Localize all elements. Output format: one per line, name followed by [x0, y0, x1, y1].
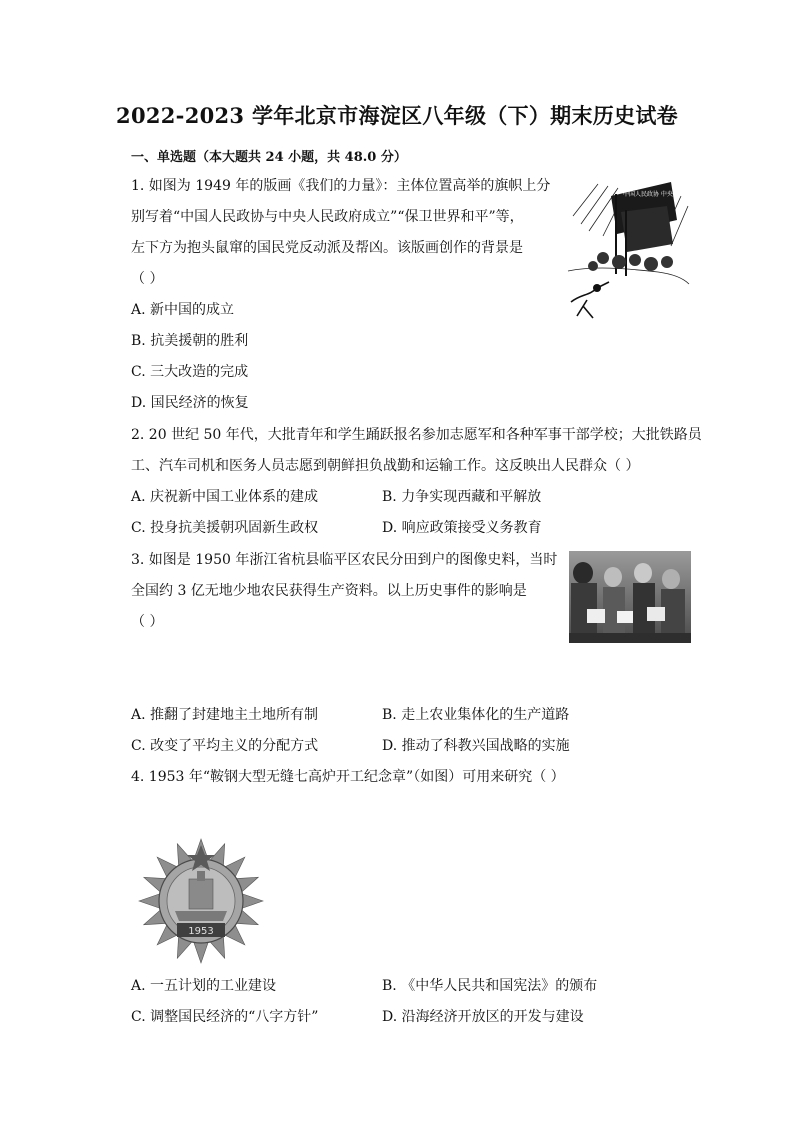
question-3-option-c: C. 改变了平均主义的分配方式: [131, 738, 319, 754]
question-3-option-d: D. 推动了科教兴国战略的实施: [382, 738, 570, 754]
page-title: 2022-2023 学年北京市海淀区八年级（下）期末历史试卷: [116, 103, 678, 128]
question-3-blank: （ ）: [131, 614, 164, 630]
question-3-stem-line: 全国约 3 亿无地少地农民获得生产资料。以上历史事件的影响是: [131, 583, 527, 599]
question-2-stem-line: 工、汽车司机和医务人员志愿到朝鲜担负战勤和运输工作。这反映出人民群众（ ）: [131, 458, 640, 474]
question-1-stem-line: 1. 如图为 1949 年的版画《我们的力量》：主体位置高举的旗帜上分: [131, 178, 551, 194]
question-1-blank: （ ）: [131, 271, 164, 287]
question-3-option-b: B. 走上农业集体化的生产道路: [382, 707, 570, 723]
question-2-option-b: B. 力争实现西藏和平解放: [382, 489, 542, 505]
question-4-option-a: A. 一五计划的工业建设: [131, 978, 277, 994]
question-2-option-d: D. 响应政策接受义务教育: [382, 520, 542, 536]
question-3-stem-line: 3. 如图是 1950 年浙江省杭县临平区农民分田到户的图像史料，当时: [131, 552, 558, 568]
question-2-option-a: A. 庆祝新中国工业体系的建成: [131, 489, 319, 505]
question-2-option-c: C. 投身抗美援朝巩固新生政权: [131, 520, 319, 536]
question-4-option-d: D. 沿海经济开放区的开发与建设: [382, 1009, 584, 1025]
commemorative-medal-image: [130, 838, 272, 964]
question-3-option-a: A. 推翻了封建地主土地所有制: [131, 707, 319, 723]
question-2-stem-line: 2. 20 世纪 50 年代，大批青年和学生踊跃报名参加志愿军和各种军事干部学校；大批铁路员: [131, 427, 702, 443]
farmers-land-photo: [569, 551, 691, 643]
medal-year-text: 1953: [188, 926, 214, 937]
poster-flag-caption: 中国人民政协 中央人民政府成立: [623, 191, 709, 198]
question-1-stem-line: 别写着“中国人民政协与中央人民政府成立”“保卫世界和平”等，: [131, 209, 524, 225]
question-1-option-a: A. 新中国的成立: [131, 302, 235, 318]
section-heading: 一、单选题（本大题共 24 小题，共 48.0 分）: [131, 150, 407, 165]
question-1-option-d: D. 国民经济的恢复: [131, 395, 249, 411]
question-4-stem-line: 4. 1953 年“鞍钢大型无缝七高炉开工纪念章”（如图）可用来研究（ ）: [131, 769, 565, 785]
question-4-option-b: B. 《中华人民共和国宪法》的颁布: [382, 978, 598, 994]
question-1-stem-line: 左下方为抱头鼠窜的国民党反动派及帮凶。该版画创作的背景是: [131, 240, 523, 256]
question-4-option-c: C. 调整国民经济的“八字方针”: [131, 1009, 319, 1025]
woodcut-print-image: [563, 176, 709, 328]
question-1-option-b: B. 抗美援朝的胜利: [131, 333, 249, 349]
question-1-option-c: C. 三大改造的完成: [131, 364, 249, 380]
